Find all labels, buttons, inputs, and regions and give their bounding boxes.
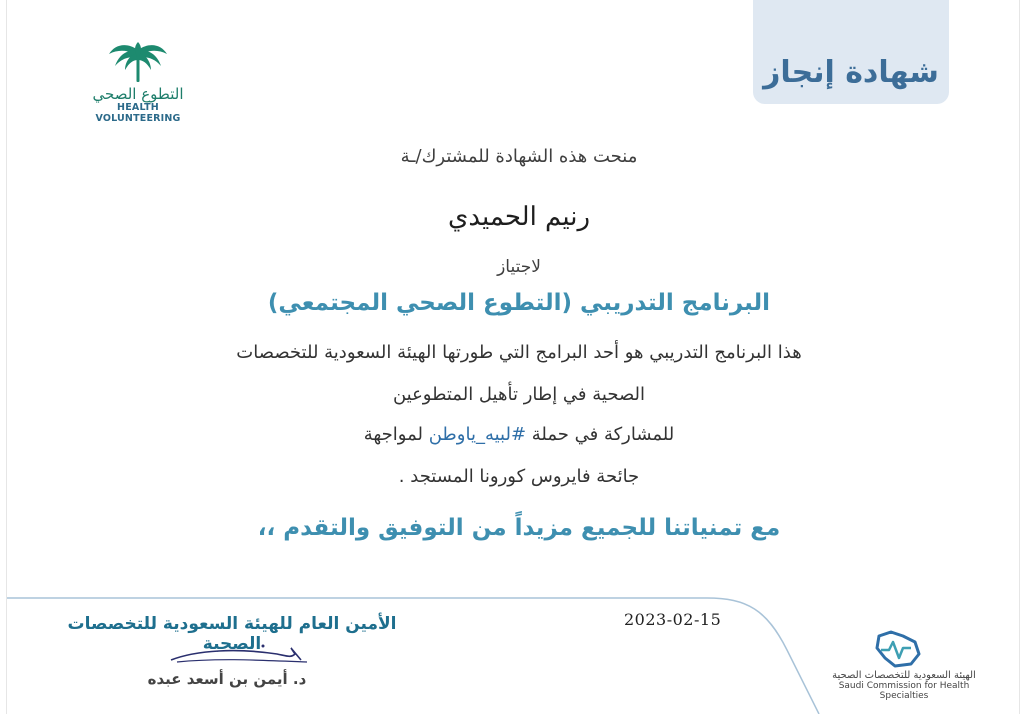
scfhs-english-text: Saudi Commission for Health Specialties bbox=[838, 681, 970, 701]
scfhs-logo bbox=[819, 628, 989, 701]
signature-icon bbox=[167, 640, 317, 672]
palm-tree-icon bbox=[107, 40, 169, 84]
saudi-map-heartbeat-icon bbox=[873, 628, 923, 668]
granted-text: منحت هذه الشهادة للمشترك/ـة bbox=[400, 146, 638, 167]
health-volunteering-logo bbox=[79, 40, 197, 124]
campaign-prefix: للمشاركة في حملة bbox=[526, 424, 675, 445]
logo-arabic-text: التطوع الصحي bbox=[92, 85, 184, 103]
description-line-4: جائحة فايروس كورونا المستجد . bbox=[398, 466, 640, 487]
scfhs-arabic-text: الهيئة السعودية للتخصصات الصحية bbox=[832, 670, 976, 681]
description-line-1: هذا البرنامج التدريبي هو أحد البرامج التي طورتها الهيئة السعودية للتخصصات bbox=[236, 342, 802, 363]
campaign-hashtag: #لبيه_ياوطن bbox=[428, 424, 527, 445]
signatory-title: الأمين العام للهيئة السعودية للتخصصات الصحية bbox=[67, 614, 397, 654]
signer-name: د. أيمن بن أسعد عبده bbox=[147, 670, 307, 688]
wishes-text: مع تمنياتنا للجميع مزيداً من التوفيق والتقدم ،، bbox=[257, 515, 781, 541]
recipient-name: رنيم الحميدي bbox=[447, 202, 590, 232]
for-passing-text: لاجتياز bbox=[497, 257, 541, 277]
description-line-3 bbox=[167, 424, 871, 445]
certificate-title: شهادة إنجاز bbox=[763, 55, 939, 90]
campaign-suffix: لمواجهة bbox=[363, 424, 429, 445]
description-line-2: الصحية في إطار تأهيل المتطوعين bbox=[392, 384, 646, 405]
logo-english-text: HEALTH VOLUNTEERING bbox=[95, 102, 181, 124]
program-name: البرنامج التدريبي (التطوع الصحي المجتمعي) bbox=[267, 290, 771, 316]
issue-date: 2023-02-15 bbox=[624, 610, 722, 629]
certificate-page bbox=[6, 0, 1020, 714]
title-tab bbox=[753, 0, 949, 104]
